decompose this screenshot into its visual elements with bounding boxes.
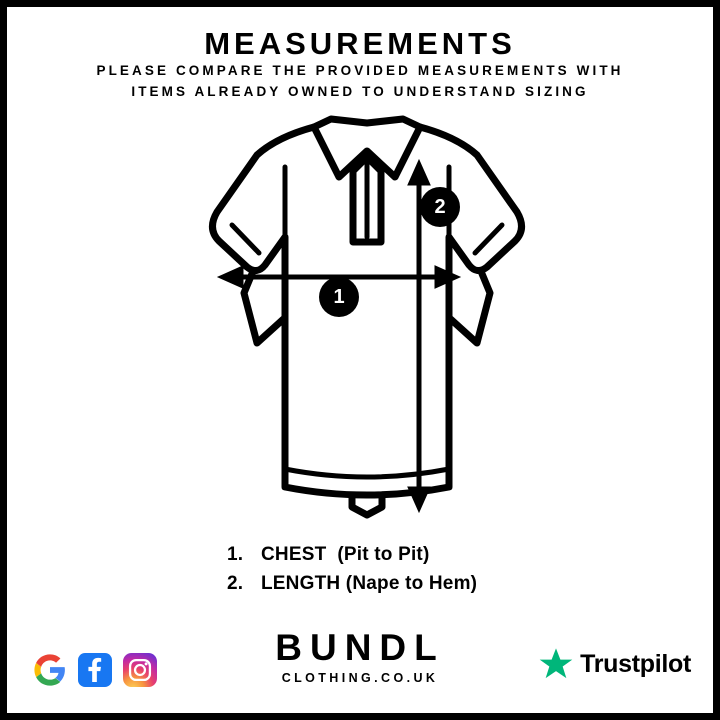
measurement-marker-2: 2 <box>420 187 460 227</box>
legend-number-2: 2. <box>227 573 244 595</box>
measurement-legend <box>7 540 713 599</box>
legend-label-2: LENGTH <box>261 573 341 595</box>
legend-item-length <box>7 569 713 598</box>
polo-shirt-diagram <box>107 107 627 527</box>
trustpilot-logo[interactable] <box>539 647 691 681</box>
legend-detail-1: (Pit to Pit) <box>337 544 430 565</box>
subtitle-line-2: ITEMS ALREADY OWNED TO UNDERSTAND SIZING <box>131 83 589 99</box>
measurement-marker-1: 1 <box>319 277 359 317</box>
legend-detail-2: (Nape to Hem) <box>345 573 478 595</box>
page-title: MEASUREMENTS <box>204 26 516 61</box>
legend-text-1 <box>261 540 493 569</box>
legend-text-2 <box>261 569 493 598</box>
subtitle-line-1: PLEASE COMPARE THE PROVIDED MEASUREMENTS WITH <box>96 63 624 78</box>
brand-website: CLOTHING.CO.UK <box>281 671 439 685</box>
page-subtitle <box>59 61 661 103</box>
legend-label-1: CHEST <box>261 544 327 565</box>
legend-number-1: 1. <box>227 544 244 565</box>
footer <box>7 625 713 695</box>
brand-name: BUNDL <box>275 627 445 668</box>
trustpilot-star-icon <box>539 647 573 681</box>
trustpilot-text: Trustpilot <box>580 649 691 678</box>
legend-item-chest <box>7 540 713 569</box>
polo-shirt-illustration <box>107 107 627 527</box>
